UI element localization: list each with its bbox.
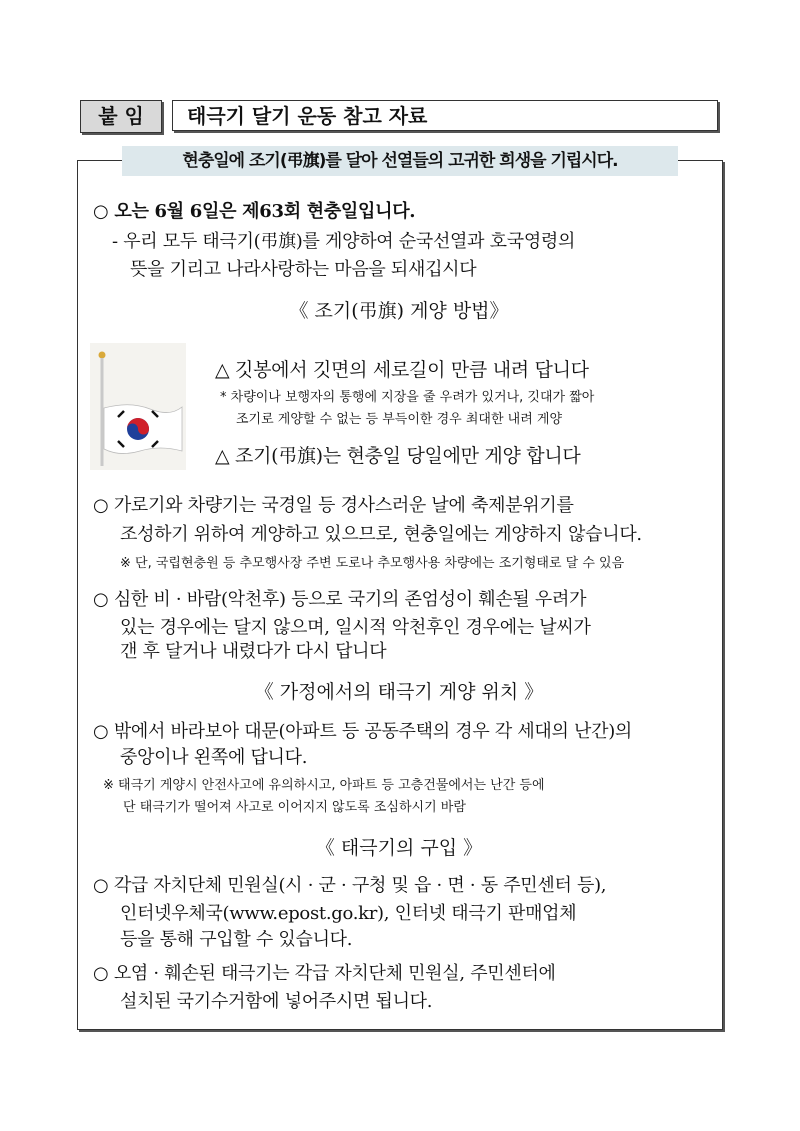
street-flag-note: ※ 단, 국립현충원 등 추모행사장 주변 도로나 추모행사용 차량에는 조기형태로 달 수 있음	[120, 556, 625, 571]
section-heading-home-position: 《 가정에서의 태극기 게양 위치 》	[254, 681, 544, 703]
disposal-line: ○ 오염 · 훼손된 태극기는 각급 자치단체 민원실, 주민센터에	[93, 963, 556, 984]
half-mast-rule: △ 깃봉에서 깃면의 세로길이 만큼 내려 답니다	[215, 359, 589, 381]
street-flag-line: 조성하기 위하여 게양하고 있으므로, 현충일에는 게양하지 않습니다.	[120, 524, 642, 545]
weather-line: 갠 후 달거나 내렸다가 다시 답니다	[120, 641, 387, 662]
intro-line: - 우리 모두 태극기(弔旗)를 게양하여 순국선열과 호국영령의	[112, 231, 576, 252]
disposal-line: 설치된 국기수거함에 넣어주시면 됩니다.	[120, 991, 433, 1012]
half-mast-flag-illustration	[90, 343, 186, 470]
half-mast-rule: △ 조기(弔旗)는 현충일 당일에만 게양 합니다	[215, 445, 581, 467]
home-position-note: ※ 태극기 게양시 안전사고에 유의하시고, 아파트 등 고층건물에서는 난간 등에	[103, 778, 545, 793]
street-flag-line: ○ 가로기와 차량기는 국경일 등 경사스러운 날에 축제분위기를	[93, 495, 574, 516]
intro-line: ○ 오는 6월 6일은 제63회 현충일입니다.	[93, 201, 416, 222]
weather-line: 있는 경우에는 달지 않으며, 일시적 악천후인 경우에는 날씨가	[120, 617, 591, 638]
section-heading-purchase: 《 태극기의 구입 》	[315, 837, 483, 859]
weather-line: ○ 심한 비 · 바람(악천후) 등으로 국기의 존엄성이 훼손될 우려가	[93, 589, 587, 610]
purchase-line: 등을 통해 구입할 수 있습니다.	[120, 929, 353, 950]
banner-slogan: 현충일에 조기(弔旗)를 달아 선열들의 고귀한 희생을 기립시다.	[122, 146, 678, 176]
intro-line: 뜻을 기리고 나라사랑하는 마음을 되새깁시다	[130, 259, 477, 280]
document-title: 태극기 달기 운동 참고 자료	[172, 100, 718, 131]
purchase-line: 인터넷우체국(www.epost.go.kr), 인터넷 태극기 판매업체	[120, 903, 577, 924]
home-position-line: ○ 밖에서 바라보아 대문(아파트 등 공동주택의 경우 각 세대의 난간)의	[93, 721, 633, 742]
attachment-tag: 붙 임	[80, 100, 162, 133]
half-mast-note: 조기로 게양할 수 없는 등 부득이한 경우 최대한 내려 게양	[236, 412, 563, 427]
half-mast-note: * 차량이나 보행자의 통행에 지장을 줄 우려가 있거나, 깃대가 짧아	[220, 390, 595, 405]
purchase-line: ○ 각급 자치단체 민원실(시 · 군 · 구청 및 읍 · 면 · 동 주민센터 등),	[93, 875, 607, 896]
section-heading-half-mast: 《 조기(弔旗) 게양 방법》	[289, 300, 509, 322]
home-position-note: 단 태극기가 떨어져 사고로 이어지지 않도록 조심하시기 바람	[123, 800, 466, 815]
home-position-line: 중앙이나 왼쪽에 답니다.	[120, 747, 308, 768]
